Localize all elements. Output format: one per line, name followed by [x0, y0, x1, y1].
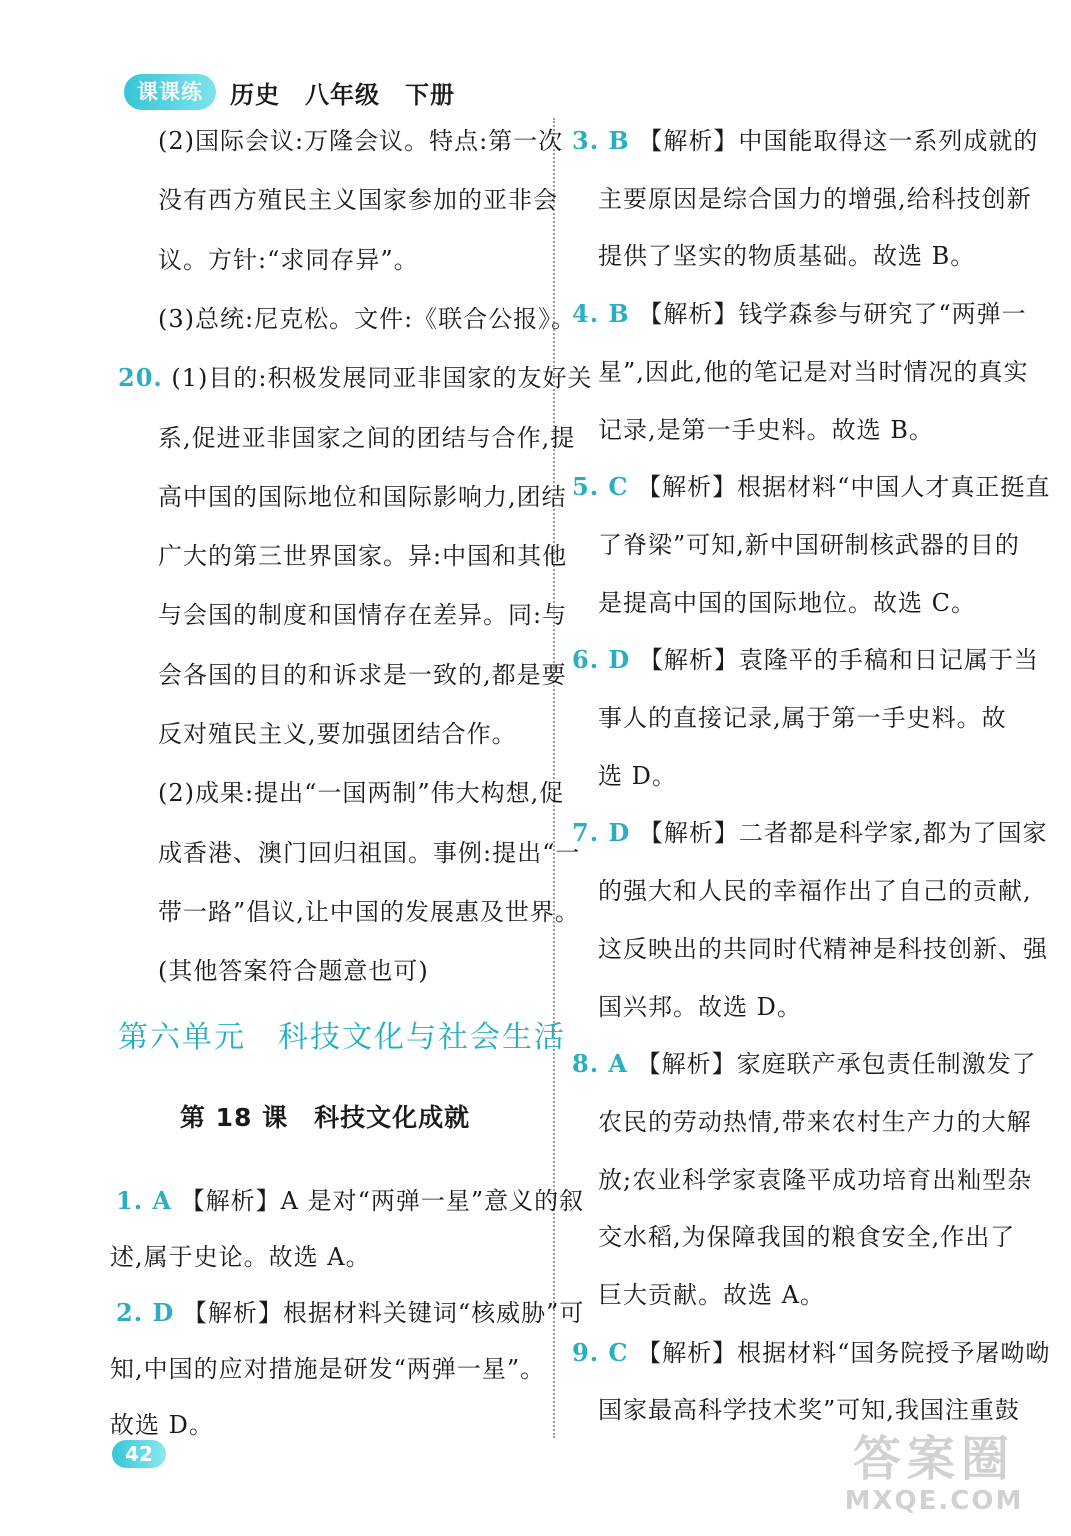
line-text: 星”,因此,他的笔记是对当时情况的真实: [598, 357, 1029, 386]
text-line: [598, 415, 934, 445]
text-line: [598, 761, 677, 791]
text-line: [572, 1338, 1050, 1368]
line-text: 【解析】家庭联产承包责任制激发了: [636, 1050, 1037, 1079]
line-text: 【解析】中国能取得这一系列成就的: [638, 127, 1039, 155]
line-text: 国兴邦。故选 D。: [598, 992, 802, 1021]
text-line: [572, 299, 1027, 329]
text-line: [158, 956, 429, 986]
line-text: 提供了坚实的物质基础。故选 B。: [598, 242, 976, 271]
line-text: 述,属于史论。故选 A。: [110, 1243, 371, 1271]
line-text: 与会国的制度和国情存在差异。同:与: [158, 601, 568, 630]
book-title: 历史 八年级 下册: [230, 79, 455, 109]
line-text: 是提高中国的国际地位。故选 C。: [598, 588, 976, 617]
text-line: [598, 588, 976, 618]
text-line: [158, 897, 580, 927]
question-number: 1. A: [116, 1186, 173, 1215]
text-line: [598, 1280, 825, 1310]
line-text: 的强大和人民的幸福作出了自己的贡献,: [598, 877, 1032, 906]
question-number: 4. B: [572, 299, 630, 329]
text-line: [158, 778, 564, 808]
line-text: 故选 D。: [110, 1411, 214, 1439]
line-text: 议。方针:“求同存异”。: [158, 245, 419, 274]
text-line: [572, 472, 1050, 502]
line-text: 交水稻,为保障我国的粮食安全,作出了: [598, 1223, 1016, 1252]
text-line: [110, 1410, 214, 1440]
question-number: 9. C: [572, 1337, 629, 1367]
line-text: (2)成果:提出“一国两制”伟大构想,促: [158, 779, 565, 808]
line-text: 【解析】二者都是科学家,都为了国家: [638, 819, 1048, 848]
line-text: (1)目的:积极发展同亚非国家的友好关: [171, 364, 593, 393]
line-text: 巨大贡献。故选 A。: [598, 1281, 825, 1309]
page-header: [124, 72, 455, 112]
line-text: (2)国际会议:万隆会议。特点:第一次: [158, 127, 564, 155]
line-text: 【解析】袁隆平的手稿和日记属于当: [638, 646, 1039, 675]
text-line: [598, 184, 1032, 214]
text-line: [158, 719, 517, 749]
text-line: [598, 1222, 1015, 1252]
text-line: [116, 1298, 584, 1328]
question-number: 2. D: [116, 1298, 175, 1327]
line-text: 这反映出的共同时代精神是科技创新、强: [598, 934, 1048, 963]
lesson-title: 第 18 课 科技文化成就: [179, 1103, 471, 1132]
text-line: [110, 1354, 545, 1384]
line-text: 成香港、澳门回归祖国。事例:提出“一: [158, 838, 581, 867]
line-text: 带一路”倡议,让中国的发展惠及世界。: [158, 897, 580, 926]
line-text: 了脊梁”可知,新中国研制核武器的目的: [598, 530, 1020, 559]
series-badge: 课课练: [124, 74, 216, 110]
line-text: 放;农业科学家袁隆平成功培育出籼型杂: [598, 1165, 1033, 1194]
text-line: [572, 126, 1038, 156]
text-line: [598, 530, 1020, 560]
line-text: 国家最高科学技术奖”可知,我国注重鼓: [598, 1396, 1020, 1425]
watermark-logo: [839, 1432, 1029, 1522]
text-line: [598, 703, 1007, 733]
text-line: [118, 363, 593, 393]
question-number: 5. C: [572, 472, 629, 502]
unit-title: 第六单元 科技文化与社会生活: [118, 1020, 566, 1055]
line-text: 反对殖民主义,要加强团结合作。: [158, 720, 517, 748]
line-text: 知,中国的应对措施是研发“两弹一星”。: [110, 1355, 546, 1383]
page-number: 42: [112, 1440, 166, 1468]
line-text: 没有西方殖民主义国家参加的亚非会: [158, 186, 558, 215]
text-line: [598, 934, 1048, 964]
text-line: [158, 245, 419, 275]
text-line: [158, 423, 575, 453]
line-text: 系,促进亚非国家之间的团结与合作,提: [158, 423, 576, 452]
text-line: [572, 1049, 1037, 1079]
question-number: 7. D: [572, 818, 631, 848]
text-line: [158, 838, 580, 868]
line-text: (其他答案符合题意也可): [158, 957, 429, 986]
text-line: [158, 482, 567, 512]
text-line: [598, 992, 802, 1022]
line-text: 【解析】A 是对“两弹一星”意义的叙: [180, 1187, 585, 1215]
text-line: [598, 1165, 1032, 1195]
question-number: 6. D: [572, 645, 631, 675]
text-line: [158, 600, 567, 630]
text-line: [572, 645, 1039, 675]
line-text: 【解析】根据材料“国务院授予屠呦呦: [637, 1338, 1051, 1367]
line-text: 广大的第三世界国家。异:中国和其他: [158, 542, 568, 571]
text-line: [598, 876, 1032, 906]
text-line: [598, 357, 1029, 387]
line-text: 会各国的目的和诉求是一致的,都是要: [158, 660, 567, 689]
watermark-text: 答案圈: [852, 1431, 1015, 1487]
question-number: 8. A: [572, 1049, 629, 1079]
line-text: 【解析】根据材料关键词“核威胁”可: [182, 1299, 585, 1327]
line-text: 农民的劳动热情,带来农村生产力的大解: [598, 1107, 1032, 1136]
text-line: [116, 1186, 584, 1216]
text-line: [110, 1242, 371, 1272]
line-text: 选 D。: [598, 761, 677, 790]
watermark-url: MXQE.COM: [844, 1486, 1024, 1516]
text-line: [158, 660, 567, 690]
text-line: [572, 818, 1048, 848]
line-text: 主要原因是综合国力的增强,给科技创新: [598, 184, 1032, 213]
text-line: [158, 304, 576, 334]
text-line: [598, 1107, 1032, 1137]
line-text: 【解析】钱学森参与研究了“两弹一: [638, 300, 1027, 329]
line-text: 事人的直接记录,属于第一手史料。故: [598, 704, 1007, 732]
text-line: [598, 1395, 1020, 1425]
text-line: [598, 241, 975, 271]
text-line: [158, 541, 567, 571]
line-text: 【解析】根据材料“中国人才真正挺直: [637, 473, 1051, 502]
line-text: 记录,是第一手史料。故选 B。: [598, 415, 934, 444]
text-line: [158, 126, 563, 156]
line-text: (3)总统:尼克松。文件:《联合公报》。: [158, 304, 577, 333]
question-number: 3. B: [572, 126, 630, 155]
text-line: [158, 185, 558, 215]
line-text: 高中国的国际地位和国际影响力,团结: [158, 482, 567, 511]
question-number: 20.: [118, 363, 163, 393]
